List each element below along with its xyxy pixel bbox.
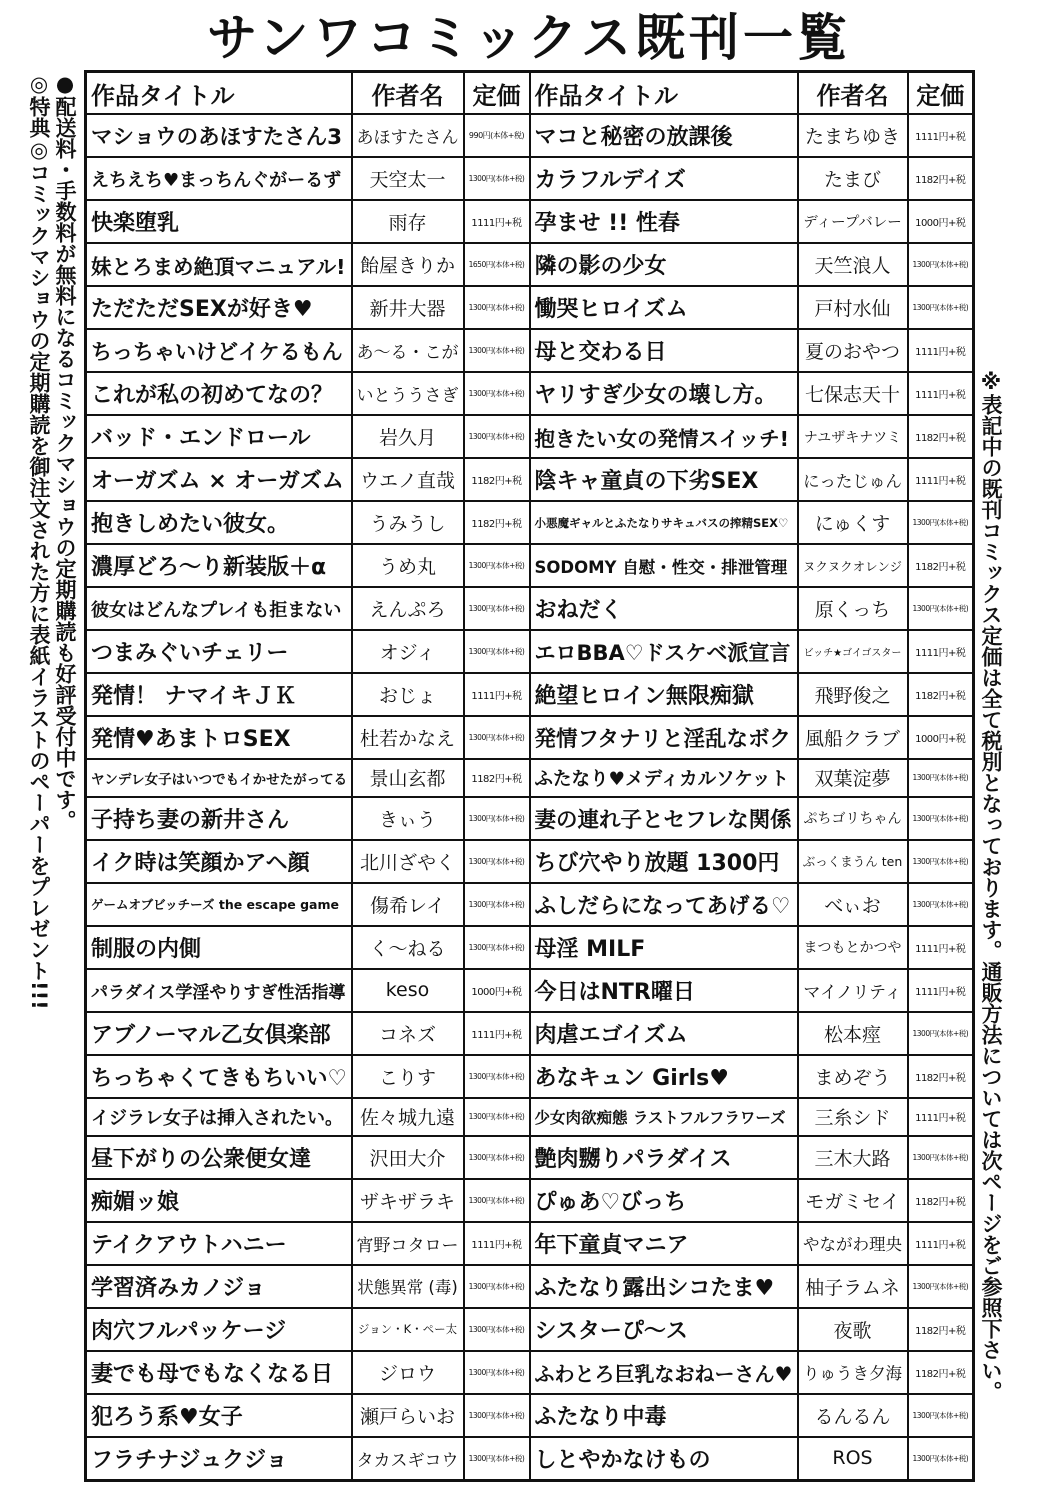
book-price: 1300円(本体+税) [908, 1136, 974, 1179]
book-author: keso [352, 969, 464, 1012]
book-author: 景山玄都 [352, 759, 464, 797]
book-author: 柚子ラムネ [798, 1265, 908, 1308]
book-author: 瀬戸らいお [352, 1394, 464, 1437]
book-title: 制服の内側 [86, 926, 352, 969]
table-row [86, 372, 974, 415]
book-author: 三糸シド [798, 1098, 908, 1136]
book-price: 1111円+税 [464, 1222, 530, 1265]
table-row [86, 759, 974, 797]
book-title: 学習済みカノジョ [86, 1265, 352, 1308]
header-price: 定価 [464, 72, 530, 115]
book-title: オーガズム × オーガズム [86, 458, 352, 501]
book-title: 陰キャ童貞の下劣SEX [530, 458, 798, 501]
book-title: 肉穴フルパッケージ [86, 1308, 352, 1351]
table-row [86, 630, 974, 673]
book-author: 沢田大介 [352, 1136, 464, 1179]
book-title: ヤンデレ女子はいつでもイかせたがってる [86, 759, 352, 797]
shipping-note: ●配送料・手数料が無料になるコミックマショウの定期購読も好評受付中です。 [53, 72, 77, 831]
book-title: ちび穴やり放題 1300円 [530, 840, 798, 883]
book-title: ふたなり♥メディカルソケット [530, 759, 798, 797]
book-price: 1300円(本体+税) [464, 1437, 530, 1481]
book-author: モガミセイ [798, 1179, 908, 1222]
book-title: 抱きしめたい彼女。 [86, 501, 352, 544]
table-row [86, 797, 974, 840]
book-price: 1300円(本体+税) [908, 501, 974, 544]
book-title: ゲームオブビッチーズ the escape game [86, 883, 352, 926]
book-title: 絶望ヒロイン無限痴獄 [530, 673, 798, 716]
table-row [86, 544, 974, 587]
table-row [86, 1437, 974, 1481]
table-row [86, 587, 974, 630]
book-price: 1300円(本体+税) [908, 1012, 974, 1055]
book-author: ROS [798, 1437, 908, 1481]
book-title: これが私の初めてなの？ [86, 372, 352, 415]
book-title: 彼女はどんなプレイも拒まない [86, 587, 352, 630]
book-title: マコと秘密の放課後 [530, 114, 798, 157]
book-price: 1300円(本体+税) [464, 1265, 530, 1308]
book-price: 1300円(本体+税) [908, 840, 974, 883]
book-author: きぃう [352, 797, 464, 840]
book-price: 1182円+税 [464, 759, 530, 797]
book-title: ちっちゃくてきもちいい♡ [86, 1055, 352, 1098]
book-author: 三木大路 [798, 1136, 908, 1179]
book-title: おねだく [530, 587, 798, 630]
table-row [86, 200, 974, 243]
book-author: 原くっち [798, 587, 908, 630]
book-price: 1300円(本体+税) [464, 329, 530, 372]
book-title: パラダイス学淫やりすぎ性活指導 [86, 969, 352, 1012]
book-price: 1111円+税 [908, 372, 974, 415]
table-row [86, 1136, 974, 1179]
book-title: 快楽堕乳 [86, 200, 352, 243]
book-author: 飴屋きりか [352, 243, 464, 286]
book-title: 妹とろまめ絶頂マニュアル! [86, 243, 352, 286]
table-row [86, 1012, 974, 1055]
book-price: 1111円+税 [908, 1098, 974, 1136]
book-author: ザキザラキ [352, 1179, 464, 1222]
book-author: あほすたさん [352, 114, 464, 157]
book-price: 1300円(本体+税) [464, 1098, 530, 1136]
book-title: 発情♥あまトロSEX [86, 716, 352, 759]
table-header-row [86, 72, 974, 115]
table-row [86, 1265, 974, 1308]
table-row [86, 1222, 974, 1265]
table-row [86, 883, 974, 926]
book-title: 発情フタナリと淫乱なボク [530, 716, 798, 759]
book-author: ぶっくまうん ten [798, 840, 908, 883]
book-price: 1182円+税 [908, 1351, 974, 1394]
book-price: 990円(本体+税) [464, 114, 530, 157]
book-price: 1300円(本体+税) [908, 759, 974, 797]
table-row [86, 1351, 974, 1394]
book-price: 1300円(本体+税) [908, 1394, 974, 1437]
book-title: ふしだらになってあげる♡ [530, 883, 798, 926]
header-author: 作者名 [352, 72, 464, 115]
table-row [86, 157, 974, 200]
book-price: 1300円(本体+税) [908, 797, 974, 840]
book-author: 天空太一 [352, 157, 464, 200]
book-author: マイノリティ [798, 969, 908, 1012]
book-price: 1182円+税 [464, 458, 530, 501]
book-price: 1300円(本体+税) [464, 372, 530, 415]
book-price: 1300円(本体+税) [464, 286, 530, 329]
book-price: 1111円+税 [908, 630, 974, 673]
book-author: りゅうき夕海 [798, 1351, 908, 1394]
book-author: ウエノ直哉 [352, 458, 464, 501]
table-row [86, 969, 974, 1012]
book-price: 1182円+税 [464, 501, 530, 544]
book-author: まめぞう [798, 1055, 908, 1098]
book-title: 少女肉欲痴態 ラストフルフラワーズ [530, 1098, 798, 1136]
book-price: 1111円+税 [464, 200, 530, 243]
book-title: ヤリすぎ少女の壊し方。 [530, 372, 798, 415]
book-title: ふたなり露出シコたま♥ [530, 1265, 798, 1308]
book-title: シスターぴ〜ス [530, 1308, 798, 1351]
book-author: にゅくす [798, 501, 908, 544]
book-price: 1111円+税 [464, 673, 530, 716]
book-price: 1300円(本体+税) [908, 243, 974, 286]
book-author: うみうし [352, 501, 464, 544]
table-row [86, 716, 974, 759]
book-title: 妻の連れ子とセフレな関係 [530, 797, 798, 840]
header-author: 作者名 [798, 72, 908, 115]
book-title: ふわとろ巨乳なおねーさん♥ [530, 1351, 798, 1394]
book-price: 1300円(本体+税) [464, 1308, 530, 1351]
book-author: ヌクヌクオレンジ [798, 544, 908, 587]
book-price: 1300円(本体+税) [464, 1394, 530, 1437]
book-author: 雨存 [352, 200, 464, 243]
book-title: 発情！ ナマイキＪＫ [86, 673, 352, 716]
book-price: 1300円(本体+税) [464, 1136, 530, 1179]
table-row [86, 1394, 974, 1437]
table-row [86, 1055, 974, 1098]
book-title: ふたなり中毒 [530, 1394, 798, 1437]
book-title: 妻でも母でもなくなる日 [86, 1351, 352, 1394]
catalog-table [84, 70, 975, 1482]
table-row [86, 114, 974, 157]
header-title: 作品タイトル [530, 72, 798, 115]
book-title: フラチナジュクジョ [86, 1437, 352, 1481]
book-price: 1182円+税 [908, 415, 974, 458]
book-price: 1300円(本体+税) [464, 716, 530, 759]
book-price: 1182円+税 [908, 1179, 974, 1222]
book-author: 双葉淀夢 [798, 759, 908, 797]
book-author: 佐々城九遠 [352, 1098, 464, 1136]
book-price: 1300円(本体+税) [908, 1265, 974, 1308]
book-price: 1300円(本体+税) [464, 797, 530, 840]
table-row [86, 243, 974, 286]
book-title: アブノーマル乙女倶楽部 [86, 1012, 352, 1055]
book-price: 1300円(本体+税) [464, 544, 530, 587]
book-author: オジィ [352, 630, 464, 673]
book-title: カラフルデイズ [530, 157, 798, 200]
book-price: 1111円+税 [908, 1222, 974, 1265]
book-title: ただただSEXが好き♥ [86, 286, 352, 329]
left-notes [26, 72, 78, 1492]
table-row [86, 1308, 974, 1351]
book-title: 年下童貞マニア [530, 1222, 798, 1265]
book-price: 1300円(本体+税) [464, 883, 530, 926]
book-author: ジョン・K・ペー太 [352, 1308, 464, 1351]
book-price: 1300円(本体+税) [464, 415, 530, 458]
table-row [86, 840, 974, 883]
page-title: サンワコミックス既刊一覧 [207, 9, 851, 67]
catalog-body [86, 114, 974, 1481]
book-author: 新井大器 [352, 286, 464, 329]
book-price: 1111円+税 [908, 969, 974, 1012]
book-title: つまみぐいチェリー [86, 630, 352, 673]
book-author: 夏のおやつ [798, 329, 908, 372]
book-title: 濃厚どろ〜り新装版＋α [86, 544, 352, 587]
book-price: 1182円+税 [908, 1055, 974, 1098]
book-author: ナユザキナツミ [798, 415, 908, 458]
book-price: 1300円(本体+税) [464, 1055, 530, 1098]
book-price: 1300円(本体+税) [908, 1437, 974, 1481]
book-title: しとやかなけもの [530, 1437, 798, 1481]
book-title: テイクアウトハニー [86, 1222, 352, 1265]
book-price: 1300円(本体+税) [908, 286, 974, 329]
table-row [86, 926, 974, 969]
book-price: 1300円(本体+税) [464, 1179, 530, 1222]
book-title: 犯ろう系♥女子 [86, 1394, 352, 1437]
book-author: 傷希レイ [352, 883, 464, 926]
bonus-note: コミックマショウの定期購読を御注文された方に表紙イラストのペーパーをプレゼント!!! [27, 162, 51, 1010]
book-title: 子持ち妻の新井さん [86, 797, 352, 840]
book-author: 天竺浪人 [798, 243, 908, 286]
book-title: えちえち♥まっちんぐがーるず [86, 157, 352, 200]
book-price: 1000円+税 [908, 200, 974, 243]
book-author: 宵野コタロー [352, 1222, 464, 1265]
book-price: 1000円+税 [908, 716, 974, 759]
book-price: 1300円(本体+税) [464, 1351, 530, 1394]
book-title: 肉虐エゴイズム [530, 1012, 798, 1055]
table-row [86, 458, 974, 501]
book-author: 松本痙 [798, 1012, 908, 1055]
book-author: あ〜る・こが [352, 329, 464, 372]
book-price: 1300円(本体+税) [464, 840, 530, 883]
book-author: 七保志天十 [798, 372, 908, 415]
price-note: ※表記中の既刊コミックス定価は全て税別となっております。通販方法については次ページをご参照下さい。 [979, 370, 1003, 1402]
book-title: あなキュン Girls♥ [530, 1055, 798, 1098]
table-row [86, 329, 974, 372]
book-price: 1182円+税 [908, 544, 974, 587]
book-author: うめ丸 [352, 544, 464, 587]
book-author: ぷちゴリちゃん [798, 797, 908, 840]
book-price: 1111円+税 [908, 329, 974, 372]
book-author: 風船クラブ [798, 716, 908, 759]
book-title: イク時は笑顔かアヘ顔 [86, 840, 352, 883]
book-author: 状態異常 (毒) [352, 1265, 464, 1308]
book-price: 1111円+税 [908, 114, 974, 157]
book-price: 1111円+税 [908, 458, 974, 501]
table-row [86, 1179, 974, 1222]
book-title: 慟哭ヒロイズム [530, 286, 798, 329]
book-author: たまちゆき [798, 114, 908, 157]
book-title: 昼下がりの公衆便女達 [86, 1136, 352, 1179]
book-price: 1300円(本体+税) [464, 587, 530, 630]
book-price: 1182円+税 [908, 1308, 974, 1351]
book-price: 1000円+税 [464, 969, 530, 1012]
book-price: 1300円(本体+税) [464, 630, 530, 673]
book-author: にったじゅん [798, 458, 908, 501]
book-author: く〜ねる [352, 926, 464, 969]
book-title: 孕ませ !! 性春 [530, 200, 798, 243]
book-title: 隣の影の少女 [530, 243, 798, 286]
bonus-heading: ◎特典◎ [27, 72, 51, 162]
book-title: 母淫 MILF [530, 926, 798, 969]
book-title: 小悪魔ギャルとふたなりサキュバスの搾精SEX♡ [530, 501, 798, 544]
book-author: こりす [352, 1055, 464, 1098]
book-author: まつもとかつや [798, 926, 908, 969]
book-title: 母と交わる日 [530, 329, 798, 372]
book-title: ぴゅあ♡びっち [530, 1179, 798, 1222]
book-author: ビッチ★ゴイゴスター [798, 630, 908, 673]
book-author: えんぷろ [352, 587, 464, 630]
book-price: 1300円(本体+税) [908, 587, 974, 630]
book-title: 痴媚ッ娘 [86, 1179, 352, 1222]
book-title: ちっちゃいけどイケるもん [86, 329, 352, 372]
book-author: おじょ [352, 673, 464, 716]
book-title: 今日はNTR曜日 [530, 969, 798, 1012]
book-author: いとううさぎ [352, 372, 464, 415]
book-author: やながわ理央 [798, 1222, 908, 1265]
book-title: エロBBA♡ドスケベ派宣言 [530, 630, 798, 673]
book-title: マショウのあほすたさん3 [86, 114, 352, 157]
book-author: 夜歌 [798, 1308, 908, 1351]
table-row [86, 415, 974, 458]
book-title: SODOMY 自慰・性交・排泄管理 [530, 544, 798, 587]
book-author: 飛野俊之 [798, 673, 908, 716]
book-author: コネズ [352, 1012, 464, 1055]
book-author: ジロウ [352, 1351, 464, 1394]
header-title: 作品タイトル [86, 72, 352, 115]
table-row [86, 286, 974, 329]
book-author: タカスギコウ [352, 1437, 464, 1481]
book-author: たまび [798, 157, 908, 200]
book-price: 1300円(本体+税) [908, 883, 974, 926]
book-author: 戸村水仙 [798, 286, 908, 329]
book-price: 1111円+税 [908, 926, 974, 969]
book-author: ディープバレー [798, 200, 908, 243]
book-title: イジラレ女子は挿入されたい。 [86, 1098, 352, 1136]
book-author: 北川ざやく [352, 840, 464, 883]
table-row [86, 673, 974, 716]
book-author: るんるん [798, 1394, 908, 1437]
header-price: 定価 [908, 72, 974, 115]
book-price: 1650円(本体+税) [464, 243, 530, 286]
book-price: 1300円(本体+税) [464, 157, 530, 200]
book-author: 杜若かなえ [352, 716, 464, 759]
book-title: 艶肉嬲りパラダイス [530, 1136, 798, 1179]
book-title: 抱きたい女の発情スイッチ! [530, 415, 798, 458]
book-price: 1111円+税 [464, 1012, 530, 1055]
book-price: 1182円+税 [908, 157, 974, 200]
table-row [86, 501, 974, 544]
table-row [86, 1098, 974, 1136]
book-title: バッド・エンドロール [86, 415, 352, 458]
book-author: 岩久月 [352, 415, 464, 458]
book-price: 1182円+税 [908, 673, 974, 716]
book-author: べぃお [798, 883, 908, 926]
book-price: 1300円(本体+税) [464, 926, 530, 969]
